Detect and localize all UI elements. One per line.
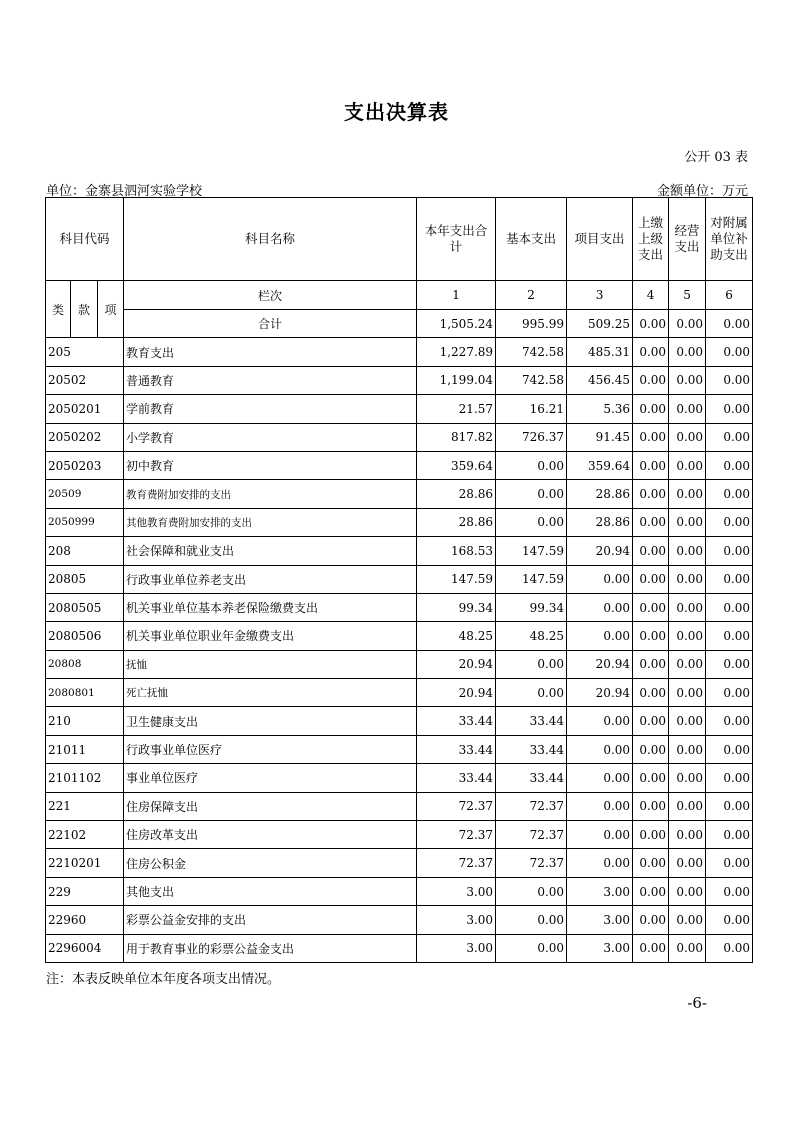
subject-code: 205 [46,338,124,366]
cell-subsidy: 0.00 [706,792,753,820]
cell-total: 147.59 [417,565,496,593]
cell-upper: 0.00 [633,537,669,565]
cell-total: 33.44 [417,764,496,792]
subject-name: 住房公积金 [124,849,417,877]
subject-name: 用于教育事业的彩票公益金支出 [124,934,417,962]
cell-subsidy: 0.00 [706,906,753,934]
subject-name: 事业单位医疗 [124,764,417,792]
table-row [46,565,753,593]
cell-total: 33.44 [417,707,496,735]
subject-name: 学前教育 [124,395,417,423]
cell-project: 0.00 [567,735,633,763]
cell-project: 3.00 [567,906,633,934]
cell-business: 0.00 [669,480,706,508]
amount-unit: 金额单位：万元 [656,184,748,199]
cell-subsidy: 0.00 [706,934,753,962]
subject-code: 22102 [46,821,124,849]
cell-total: 359.64 [417,451,496,479]
cell-total: 1,227.89 [417,338,496,366]
subject-code: 2080505 [46,593,124,621]
cell-upper: 0.00 [633,735,669,763]
total-label: 合计 [124,310,417,338]
header-name: 科目名称 [124,198,417,281]
cell-basic: 0.00 [496,480,567,508]
subject-code: 229 [46,877,124,905]
table-row [46,821,753,849]
cell-subsidy: 0.00 [706,593,753,621]
table-note: 注：本表反映单位本年度各项支出情况。 [46,972,281,987]
cell-business: 0.00 [669,395,706,423]
cell-subsidy: 0.00 [706,764,753,792]
cell-upper: 0.00 [633,906,669,934]
cell-basic: 0.00 [496,451,567,479]
header-project: 项目支出 [567,198,633,281]
cell-basic: 0.00 [496,679,567,707]
cell-business: 0.00 [669,338,706,366]
table-row [46,764,753,792]
column-label: 栏次 [124,281,417,310]
cell-upper: 0.00 [633,934,669,962]
cell-basic: 48.25 [496,622,567,650]
cell-business: 0.00 [669,423,706,451]
cell-business: 0.00 [669,366,706,394]
subject-name: 社会保障和就业支出 [124,537,417,565]
cell-project: 0.00 [567,792,633,820]
cell-upper: 0.00 [633,764,669,792]
cell-project: 485.31 [567,338,633,366]
table-row [46,622,753,650]
cell-subsidy: 0.00 [706,423,753,451]
subject-name: 行政事业单位养老支出 [124,565,417,593]
cell-upper: 0.00 [633,792,669,820]
cell-subsidy: 0.00 [706,366,753,394]
cell-total: 21.57 [417,395,496,423]
table-row [46,849,753,877]
cell-total: 33.44 [417,735,496,763]
cell-subsidy: 0.00 [706,849,753,877]
expenditure-table [45,197,753,963]
subject-code: 210 [46,707,124,735]
cell-subsidy: 0.00 [706,480,753,508]
header-business: 经营支出 [669,198,706,281]
cell-upper: 0.00 [633,423,669,451]
subject-code: 2050999 [46,508,124,536]
subject-name: 普通教育 [124,366,417,394]
table-row [46,735,753,763]
cell-upper: 0.00 [633,593,669,621]
table-row [46,537,753,565]
cell-project: 28.86 [567,480,633,508]
subject-code: 20805 [46,565,124,593]
cell-subsidy: 0.00 [706,622,753,650]
table-row [46,707,753,735]
cell-project: 3.00 [567,877,633,905]
cell-upper: 0.00 [633,622,669,650]
column-number-row [46,281,753,310]
cell-business: 0.00 [669,565,706,593]
subject-name: 机关事业单位基本养老保险缴费支出 [124,593,417,621]
cell-business: 0.00 [669,821,706,849]
cell-project: 28.86 [567,508,633,536]
cell-business: 0.00 [669,906,706,934]
table-row [46,395,753,423]
cell-project: 0.00 [567,622,633,650]
total-upper: 0.00 [633,310,669,338]
subject-name: 机关事业单位职业年金缴费支出 [124,622,417,650]
cell-business: 0.00 [669,537,706,565]
cell-business: 0.00 [669,650,706,678]
header-class: 类 [46,281,71,338]
form-number: 公开 03 表 [684,150,748,165]
col-number-4: 4 [633,281,669,310]
subject-name: 小学教育 [124,423,417,451]
cell-upper: 0.00 [633,877,669,905]
subject-code: 20509 [46,480,124,508]
cell-total: 1,199.04 [417,366,496,394]
cell-subsidy: 0.00 [706,735,753,763]
subject-code: 221 [46,792,124,820]
table-row [46,366,753,394]
total-business: 0.00 [669,310,706,338]
cell-subsidy: 0.00 [706,565,753,593]
subject-name: 住房保障支出 [124,792,417,820]
cell-upper: 0.00 [633,565,669,593]
subject-name: 初中教育 [124,451,417,479]
cell-project: 20.94 [567,650,633,678]
cell-basic: 726.37 [496,423,567,451]
cell-business: 0.00 [669,679,706,707]
cell-basic: 0.00 [496,650,567,678]
cell-project: 0.00 [567,707,633,735]
header-row [46,198,753,281]
cell-subsidy: 0.00 [706,650,753,678]
cell-upper: 0.00 [633,366,669,394]
cell-project: 0.00 [567,821,633,849]
cell-subsidy: 0.00 [706,679,753,707]
cell-upper: 0.00 [633,679,669,707]
header-upper: 上缴上级支出 [633,198,669,281]
cell-project: 456.45 [567,366,633,394]
cell-upper: 0.00 [633,480,669,508]
header-item: 项 [98,281,124,338]
cell-basic: 72.37 [496,849,567,877]
page-number: -6- [687,994,707,1012]
cell-subsidy: 0.00 [706,451,753,479]
cell-total: 168.53 [417,537,496,565]
cell-basic: 0.00 [496,934,567,962]
table-row [46,480,753,508]
col-number-3: 3 [567,281,633,310]
cell-project: 0.00 [567,593,633,621]
cell-basic: 0.00 [496,508,567,536]
cell-subsidy: 0.00 [706,821,753,849]
cell-business: 0.00 [669,877,706,905]
table-row [46,650,753,678]
cell-total: 72.37 [417,849,496,877]
cell-project: 359.64 [567,451,633,479]
cell-total: 72.37 [417,821,496,849]
page-title: 支出决算表 [344,100,449,124]
cell-total: 72.37 [417,792,496,820]
cell-basic: 742.58 [496,338,567,366]
cell-basic: 16.21 [496,395,567,423]
header-section: 款 [71,281,98,338]
cell-basic: 742.58 [496,366,567,394]
col-number-2: 2 [496,281,567,310]
cell-business: 0.00 [669,707,706,735]
cell-upper: 0.00 [633,707,669,735]
total-basic: 995.99 [496,310,567,338]
total-subsidy: 0.00 [706,310,753,338]
col-number-5: 5 [669,281,706,310]
cell-total: 28.86 [417,480,496,508]
cell-basic: 33.44 [496,735,567,763]
cell-project: 0.00 [567,849,633,877]
cell-subsidy: 0.00 [706,508,753,536]
cell-business: 0.00 [669,849,706,877]
subject-code: 2050202 [46,423,124,451]
subject-name: 教育费附加安排的支出 [124,480,417,508]
cell-total: 20.94 [417,650,496,678]
table-row [46,792,753,820]
header-subsidy: 对附属单位补助支出 [706,198,753,281]
subject-code: 2080801 [46,679,124,707]
cell-project: 0.00 [567,565,633,593]
cell-basic: 72.37 [496,821,567,849]
cell-business: 0.00 [669,508,706,536]
cell-project: 20.94 [567,679,633,707]
total-project: 509.25 [567,310,633,338]
cell-subsidy: 0.00 [706,877,753,905]
subject-code: 2050201 [46,395,124,423]
cell-upper: 0.00 [633,650,669,678]
subject-name: 住房改革支出 [124,821,417,849]
cell-project: 5.36 [567,395,633,423]
cell-subsidy: 0.00 [706,537,753,565]
table-row [46,423,753,451]
cell-business: 0.00 [669,593,706,621]
subject-code: 22960 [46,906,124,934]
subject-code: 20808 [46,650,124,678]
table-body [46,198,753,963]
cell-total: 99.34 [417,593,496,621]
cell-project: 0.00 [567,764,633,792]
table-row [46,934,753,962]
total-row [46,310,753,338]
subject-name: 抚恤 [124,650,417,678]
cell-business: 0.00 [669,764,706,792]
cell-business: 0.00 [669,792,706,820]
cell-upper: 0.00 [633,849,669,877]
cell-basic: 99.34 [496,593,567,621]
table-row [46,593,753,621]
cell-basic: 33.44 [496,764,567,792]
cell-total: 817.82 [417,423,496,451]
subject-code: 2050203 [46,451,124,479]
table-row [46,679,753,707]
cell-project: 91.45 [567,423,633,451]
cell-upper: 0.00 [633,338,669,366]
cell-basic: 33.44 [496,707,567,735]
cell-total: 3.00 [417,934,496,962]
subject-name: 其他教育费附加安排的支出 [124,508,417,536]
total-total: 1,505.24 [417,310,496,338]
cell-basic: 0.00 [496,906,567,934]
subject-name: 死亡抚恤 [124,679,417,707]
cell-business: 0.00 [669,735,706,763]
table-row [46,877,753,905]
subject-name: 教育支出 [124,338,417,366]
cell-basic: 0.00 [496,877,567,905]
col-number-6: 6 [706,281,753,310]
cell-subsidy: 0.00 [706,395,753,423]
subject-name: 卫生健康支出 [124,707,417,735]
subject-name: 彩票公益金安排的支出 [124,906,417,934]
table-row [46,508,753,536]
cell-upper: 0.00 [633,508,669,536]
header-code: 科目代码 [46,198,124,281]
cell-total: 28.86 [417,508,496,536]
cell-project: 3.00 [567,934,633,962]
cell-total: 48.25 [417,622,496,650]
cell-project: 20.94 [567,537,633,565]
subject-name: 其他支出 [124,877,417,905]
cell-basic: 147.59 [496,537,567,565]
cell-business: 0.00 [669,451,706,479]
header-basic: 基本支出 [496,198,567,281]
cell-total: 20.94 [417,679,496,707]
subject-code: 21011 [46,735,124,763]
cell-subsidy: 0.00 [706,707,753,735]
subject-code: 2210201 [46,849,124,877]
cell-subsidy: 0.00 [706,338,753,366]
cell-total: 3.00 [417,877,496,905]
reporting-unit: 单位：金寨县泗河实验学校 [46,184,203,199]
cell-upper: 0.00 [633,395,669,423]
cell-upper: 0.00 [633,821,669,849]
cell-total: 3.00 [417,906,496,934]
subject-code: 2101102 [46,764,124,792]
cell-upper: 0.00 [633,451,669,479]
cell-business: 0.00 [669,622,706,650]
subject-code: 2080506 [46,622,124,650]
table-row [46,451,753,479]
cell-basic: 147.59 [496,565,567,593]
subject-code: 208 [46,537,124,565]
col-number-1: 1 [417,281,496,310]
subject-code: 2296004 [46,934,124,962]
table-row [46,338,753,366]
table-row [46,906,753,934]
header-total: 本年支出合计 [417,198,496,281]
subject-name: 行政事业单位医疗 [124,735,417,763]
subject-code: 20502 [46,366,124,394]
cell-business: 0.00 [669,934,706,962]
cell-basic: 72.37 [496,792,567,820]
